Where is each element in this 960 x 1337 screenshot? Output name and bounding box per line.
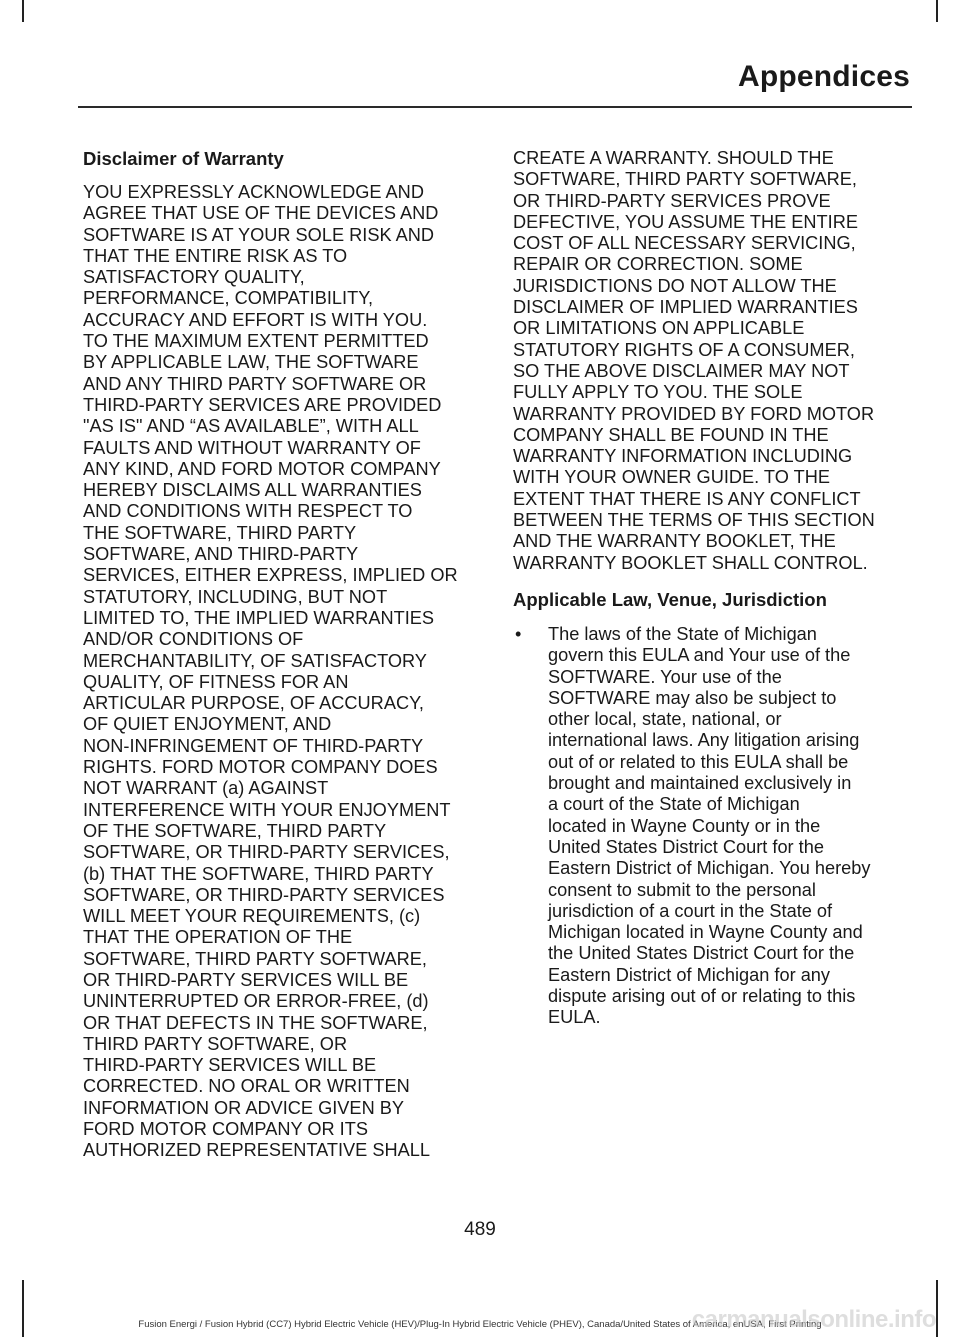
disclaimer-paragraph: YOU EXPRESSLY ACKNOWLEDGE AND AGREE THAT USE OF THE DEVICES AND SOFTWARE IS AT YOUR SOLE RISK AND THAT THE ENTIRE RISK AS TO SATISFACTORY QUALITY, PERFORMANCE, COMPATIBILITY, ACCURACY AND EFFORT IS WITH YOU. TO THE MAXIMUM EXTENT PERMITTED BY APPLICABLE LAW, THE SOFTWARE AND ANY THIRD PARTY SOFTWARE OR THIRD-PARTY SERVICES ARE PROVIDED "AS IS" AND “AS AVAILABLE”, WITH ALL FAULTS AND WITHOUT WARRANTY OF ANY KIND, AND FORD MOTOR COMPANY HEREBY DISCLAIMS ALL WARRANTIES AND CONDITIONS WITH RESPECT TO THE SOFTWARE, THIRD PARTY SOFTWARE, AND THIRD-PARTY SERVICES, EITHER EXPRESS, IMPLIED OR STATUTORY, INCLUDING, BUT NOT LIMITED TO, THE IMPLIED WARRANTIES AND/OR CONDITIONS OF MERCHANTABILITY, OF SATISFACTORY QUALITY, OF FITNESS FOR AN ARTICULAR PURPOSE, OF ACCURACY, OF QUIET ENJOYMENT, AND NON-INFRINGEMENT OF THIRD-PARTY RIGHTS. FORD MOTOR COMPANY DOES NOT WARRANT (a) AGAINST INTERFERENCE WITH YOUR ENJOYMENT OF THE SOFTWARE, THIRD PARTY SOFTWARE, OR THIRD-PARTY SERVICES, (b) THAT THE SOFTWARE, THIRD PARTY SOFTWARE, OR THIRD-PARTY SERVICES WILL MEET YOUR REQUIREMENTS, (c) THAT THE OPERATION OF THE SOFTWARE, THIRD PARTY SOFTWARE, OR THIRD-PARTY SERVICES WILL BE UNINTERRUPTED OR ERROR-FREE, (d) OR THAT DEFECTS IN THE SOFTWARE, THIRD PARTY SOFTWARE, OR THIRD-PARTY SERVICES WILL BE CORRECTED. NO ORAL OR WRITTEN INFORMATION OR ADVICE GIVEN BY FORD MOTOR COMPANY OR ITS AUTHORIZED REPRESENTATIVE SHALL xyxy=(83,182,458,1161)
crop-mark-top-left xyxy=(22,0,24,22)
crop-mark-bottom-right-vertical xyxy=(936,1280,938,1337)
bullet-icon: • xyxy=(515,623,522,644)
footer-vehicle-info: Fusion Energi / Fusion Hybrid (CC7) Hybrid Electric Vehicle (HEV)/Plug-In Hybrid Electric Vehicle (PHEV), Canada/United States of America, enUSA, First Printing xyxy=(138,1319,822,1330)
crop-mark-bottom-left-vertical xyxy=(22,1280,24,1337)
right-column xyxy=(513,148,910,1029)
applicable-law-text: The laws of the State of Michigan govern this EULA and Your use of the SOFTWARE. Your use of the SOFTWARE may also be subject to other local, state, national, or international laws. Any litigation arising out of or related to this EULA shall be brought and maintained exclusively in a court of the State of Michigan located in Wayne County or in the United States District Court for the Eastern District of Michigan. You hereby consent to submit to the personal jurisdiction of a court in the State of Michigan located in Wayne County and the United States District Court for the Eastern District of Michigan for any dispute arising out of or relating to this EULA. xyxy=(548,623,871,1028)
disclaimer-heading: Disclaimer of Warranty xyxy=(83,148,284,169)
watermark: carmanualsonline.info xyxy=(691,1306,936,1333)
page-number: 489 xyxy=(464,1219,496,1240)
list-item xyxy=(513,624,910,1029)
page-title: Appendices xyxy=(737,60,910,93)
left-column xyxy=(83,148,476,1162)
disclaimer-continuation-paragraph: CREATE A WARRANTY. SHOULD THE SOFTWARE, THIRD PARTY SOFTWARE, OR THIRD-PARTY SERVICES PROVE DEFECTIVE, YOU ASSUME THE ENTIRE COST OF ALL NECESSARY SERVICING, REPAIR OR CORRECTION. SOME JURISDICTIONS DO NOT ALLOW THE DISCLAIMER OF IMPLIED WARRANTIES OR LIMITATIONS ON APPLICABLE STATUTORY RIGHTS OF A CONSUMER, SO THE ABOVE DISCLAIMER MAY NOT FULLY APPLY TO YOU. THE SOLE WARRANTY PROVIDED BY FORD MOTOR COMPANY SHALL BE FOUND IN THE WARRANTY INFORMATION INCLUDING WITH YOUR OWNER GUIDE. TO THE EXTENT THAT THERE IS ANY CONFLICT BETWEEN THE TERMS OF THIS SECTION AND THE WARRANTY BOOKLET, THE WARRANTY BOOKLET SHALL CONTROL. xyxy=(513,148,875,573)
applicable-law-heading: Applicable Law, Venue, Jurisdiction xyxy=(513,588,827,610)
page-header xyxy=(78,58,912,108)
crop-mark-top-right xyxy=(936,0,938,22)
